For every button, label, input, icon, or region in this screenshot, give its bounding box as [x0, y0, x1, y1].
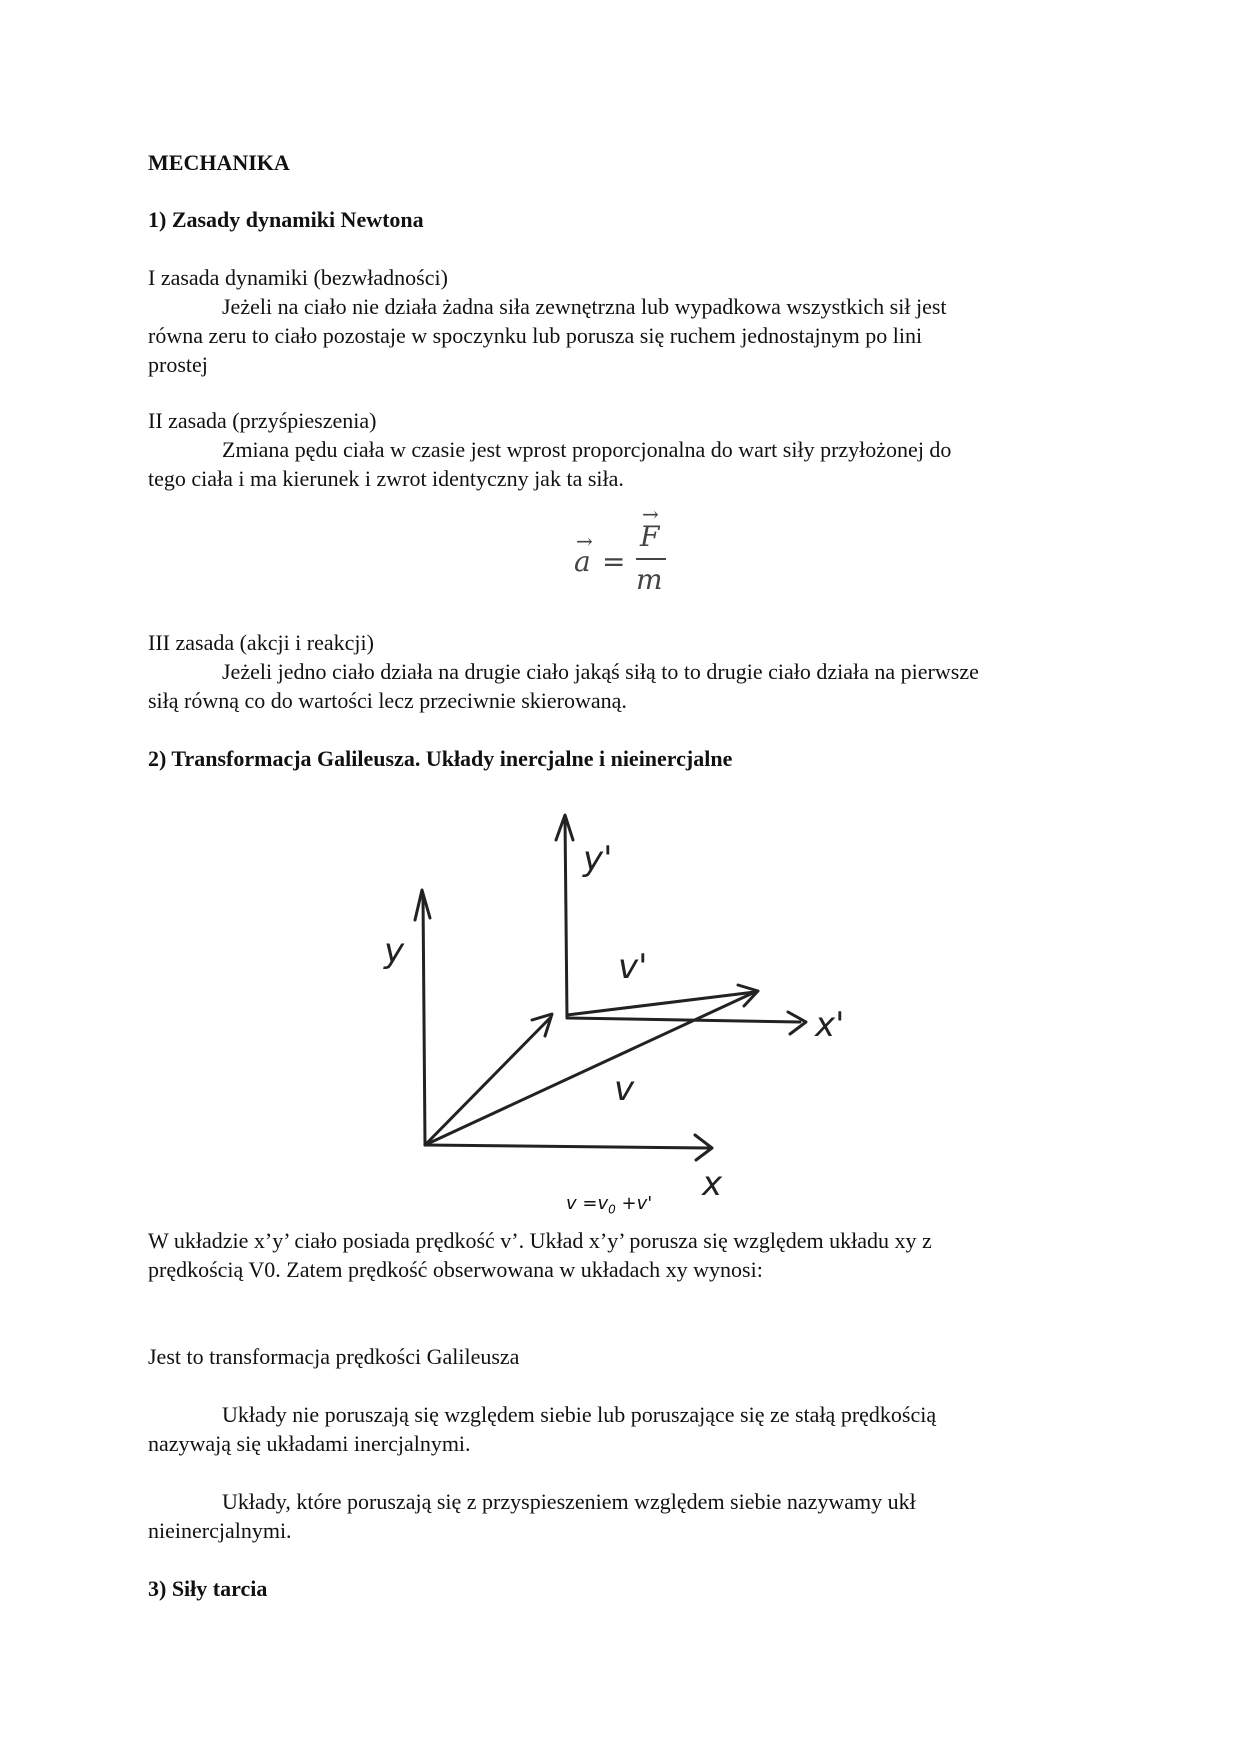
inertial-frames-line: Układy nie poruszają się względem siebie lub poruszające się ze stałą prędkością [222, 1402, 937, 1427]
noninertial-frames-line: Układy, które poruszają się z przyspieszeniem względem siebie nazywamy ukł [222, 1489, 916, 1514]
label-v: v [614, 1069, 635, 1109]
law2-line: Zmiana pędu ciała w czasie jest wprost proporcjonalna do wart siły przyłożonej do [222, 437, 952, 462]
v-vector [425, 992, 755, 1145]
y-axis-line [423, 895, 425, 1145]
x-axis-line [425, 1145, 708, 1148]
velocity-transformation-formula: $v =v_0 +v'$ [566, 1193, 653, 1217]
formula-force: → F [640, 502, 660, 553]
noninertial-frames-line: nieinercjalnymi. [148, 1518, 292, 1543]
section-heading-galileo: 2) Transformacja Galileusza. Układy inercjalne i nieinercjalne [148, 746, 733, 771]
y-prime-axis-line [565, 818, 567, 1018]
inertial-frames-line: nazywają się układami inercjalnymi. [148, 1431, 471, 1456]
formula-fraction-bar [636, 558, 666, 560]
label-x-prime: x' [815, 1005, 845, 1045]
law3-line: Jeżeli jedno ciało działa na drugie ciało jakąś siłą to to drugie ciało działa na pierwsze [222, 659, 979, 684]
document-title: MECHANIKA [148, 150, 290, 175]
origin-shift-vector [425, 1018, 550, 1145]
newton-second-law-formula [570, 502, 710, 605]
label-y-prime: y' [583, 839, 613, 879]
galileo-paragraph-line: W układzie x’y’ ciało posiada prędkość v’. Układ x’y’ porusza się względem układu xy z [148, 1228, 932, 1253]
label-x: x [702, 1164, 723, 1195]
section-heading-friction: 3) Siły tarcia [148, 1576, 268, 1601]
formula-equals: = [602, 545, 626, 578]
formula-acceleration: → a [574, 529, 593, 578]
law1-line: prostej [148, 352, 208, 377]
law3-line: siłą równą co do wartości lecz przeciwnie skierowaną. [148, 688, 627, 713]
law3-title: III zasada (akcji i reakcji) [148, 630, 374, 655]
law2-title: II zasada (przyśpieszenia) [148, 408, 377, 433]
galilean-transformation-diagram [360, 800, 900, 1195]
law1-title: I zasada dynamiki (bezwładności) [148, 265, 448, 290]
section-heading-newton: 1) Zasady dynamiki Newtona [148, 207, 424, 232]
galileo-transformation-note: Jest to transformacja prędkości Galileusza [148, 1344, 520, 1369]
law1-line: Jeżeli na ciało nie działa żadna siła zewnętrzna lub wypadkowa wszystkich sił jest [222, 294, 947, 319]
label-v-prime: v' [618, 947, 648, 987]
formula-mass: m [636, 563, 663, 596]
x-prime-axis-line [567, 1018, 800, 1022]
galileo-paragraph-line: prędkością V0. Zatem prędkość obserwowana w układach xy wynosi: [148, 1257, 763, 1282]
label-y: y [384, 931, 405, 971]
law1-line: równa zeru to ciało pozostaje w spoczynku lub porusza się ruchem jednostajnym po lini [148, 323, 923, 348]
law2-line: tego ciała i ma kierunek i zwrot identyczny jak ta siła. [148, 466, 624, 491]
